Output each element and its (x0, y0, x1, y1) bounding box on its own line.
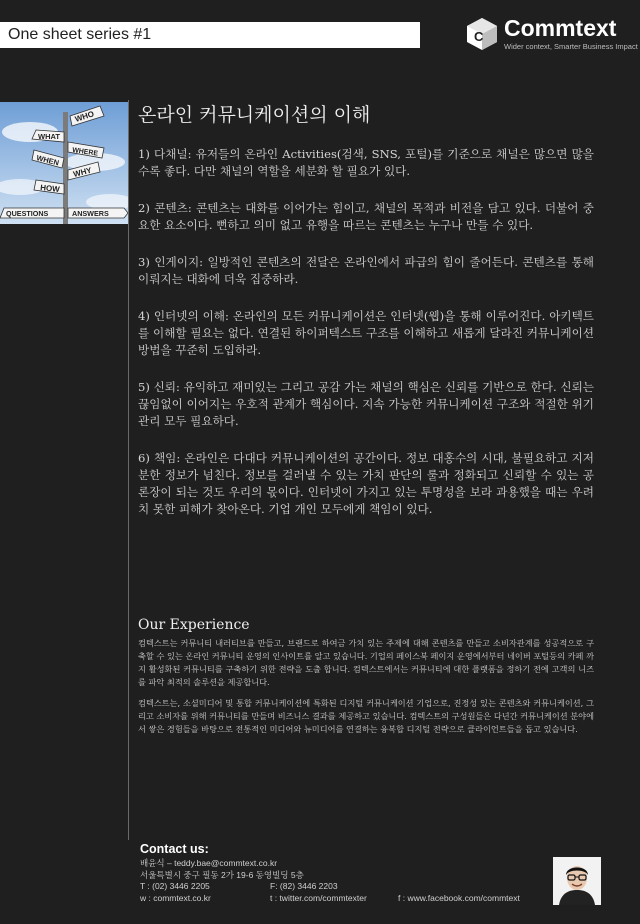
experience-paragraph: 컴텍스트는, 소셜미디어 및 통합 커뮤니케이션에 특화된 디지털 커뮤니케이션 기업으로, 진정성 있는 콘텐츠와 커뮤니케이션, 그리고 소비자를 위해 커뮤니티를 만들며 비즈니스 결과를 제공하고 있습니다. 컴텍스트의 구성원들은 다년간 커뮤니케이션 분야에서 쌓은 경험들을 바탕으로 전통적인 미디어와 뉴미디어를 연결하는 융복합 디지털 전략으로 클라이언트들을 돕고 있습니다. (138, 698, 594, 734)
experience-title: Our Experience (138, 617, 250, 633)
sign-questions (0, 208, 64, 218)
logo-cube-icon (464, 16, 500, 52)
svg-text:C: C (474, 29, 484, 44)
svg-text:HOW: HOW (39, 183, 61, 195)
contact-portrait (553, 857, 601, 905)
contact-twitter-link[interactable]: t : twitter.com/commtexter (270, 892, 367, 903)
svg-text:WHO: WHO (73, 109, 96, 124)
principle-item: 3) 인게이지: 일방적인 콘텐츠의 전달은 온라인에서 파급의 힘이 줄어든다. 콘텐츠를 통해 이뤄지는 대화에 더욱 집중하라. (138, 255, 594, 286)
svg-text:ANSWERS: ANSWERS (72, 209, 109, 218)
principles-list (138, 146, 594, 538)
contact-section (140, 842, 520, 904)
principle-item: 4) 인터넷의 이해: 온라인의 모든 커뮤니케이션은 인터넷(웹)을 통해 이루어진다. 아키텍트를 이해할 필요는 없다. 연결된 하이퍼텍스트 구조를 이해하고 새롭게 달라진 커뮤니케이션 방법을 꾸준히 도입하라. (138, 309, 594, 357)
contact-person: 배윤식 – teddy.bae@commtext.co.kr (140, 858, 278, 868)
logo-name: Commtext (504, 15, 617, 41)
contact-address: 서울특별시 중구 필동 2가 19-6 동영빌딩 5층 (140, 869, 304, 880)
commtext-logo (464, 14, 638, 56)
signpost-photo (0, 102, 128, 224)
contact-phone-row (140, 881, 338, 893)
logo-tagline: Wider context, Smarter Business Impact (504, 42, 638, 51)
svg-text:WHY: WHY (72, 165, 93, 179)
svg-text:WHEN: WHEN (35, 153, 60, 168)
sign-answers (68, 208, 128, 218)
page-title: 온라인 커뮤니케이션의 이해 (138, 104, 371, 126)
contact-facebook-link[interactable]: f : www.facebook.com/commtext (398, 892, 520, 903)
contact-title: Contact us: (140, 842, 209, 856)
experience-section (138, 637, 594, 744)
principle-item: 2) 콘텐츠: 콘텐츠는 대화를 이어가는 힘이고, 채널의 목적과 비전을 담고 있다. 더불어 중요한 요소이다. 뻔하고 의미 없고 유행을 따르는 콘텐츠는 누구나 만들 수 있다. (138, 201, 594, 232)
series-label: One sheet series #1 (0, 22, 420, 48)
contact-fax: F: (82) 3446 2203 (270, 881, 338, 891)
principle-item: 1) 다채널: 유저들의 온라인 Activities(검색, SNS, 포털)를 기준으로 채널은 많으면 많을 수록 좋다. 다만 채널의 역할을 세분화 할 필요가 있다. (138, 147, 594, 178)
contact-web-link[interactable]: w : commtext.co.kr (140, 892, 211, 903)
principle-item: 5) 신뢰: 유익하고 재미있는 그리고 공감 가는 채널의 핵심은 신뢰를 기반으로 한다. 신뢰는 끊임없이 이어지는 우호적 관계가 핵심이다. 지속 가능한 커뮤니케이션 구조와 적절한 위기관리 모두 필요하다. (138, 380, 594, 428)
svg-text:QUESTIONS: QUESTIONS (6, 209, 49, 218)
experience-paragraph: 컴텍스트는 커뮤니티 내러티브를 만들고, 브랜드로 하여금 가치 있는 주제에 대해 콘텐츠를 만들고 소비자관계를 성공적으로 구축할 수 있는 온라인 커뮤니티 운영의 인사이트를 알고 있습니다. 기업의 페이스북 페이지 운영에서부터 네이버 포털등의 카페 까지 활성화된 커뮤니티를 구축하기 위한 전략을 도출 합니다. 컴텍스트에서는 커뮤니티에 대한 플랫폼을 정하기 전에 고객의 니즈를 파악 최적의 솔루션을 제공합니다. (138, 638, 594, 687)
contact-web-row (140, 892, 520, 905)
vertical-divider (128, 100, 129, 840)
principle-item: 6) 책임: 온라인은 다대다 커뮤니케이션의 공간이다. 정보 대홍수의 시대, 불필요하고 지저분한 정보가 넘친다. 정보를 걸러낼 수 있는 가치 판단의 룰과 정화되고 신뢰할 수 있는 공론장이 되는 것도 우리의 몫이다. 인터넷이 가지고 있는 투명성을 보라 과용했을 때는 우려치 못한 피해가 찾아온다. 기업 개인 모두에게 책임이 있다. (138, 451, 594, 516)
contact-tel: T : (02) 3446 2205 (140, 881, 210, 891)
svg-text:WHAT: WHAT (38, 132, 60, 141)
svg-text:WHERE: WHERE (71, 147, 99, 158)
